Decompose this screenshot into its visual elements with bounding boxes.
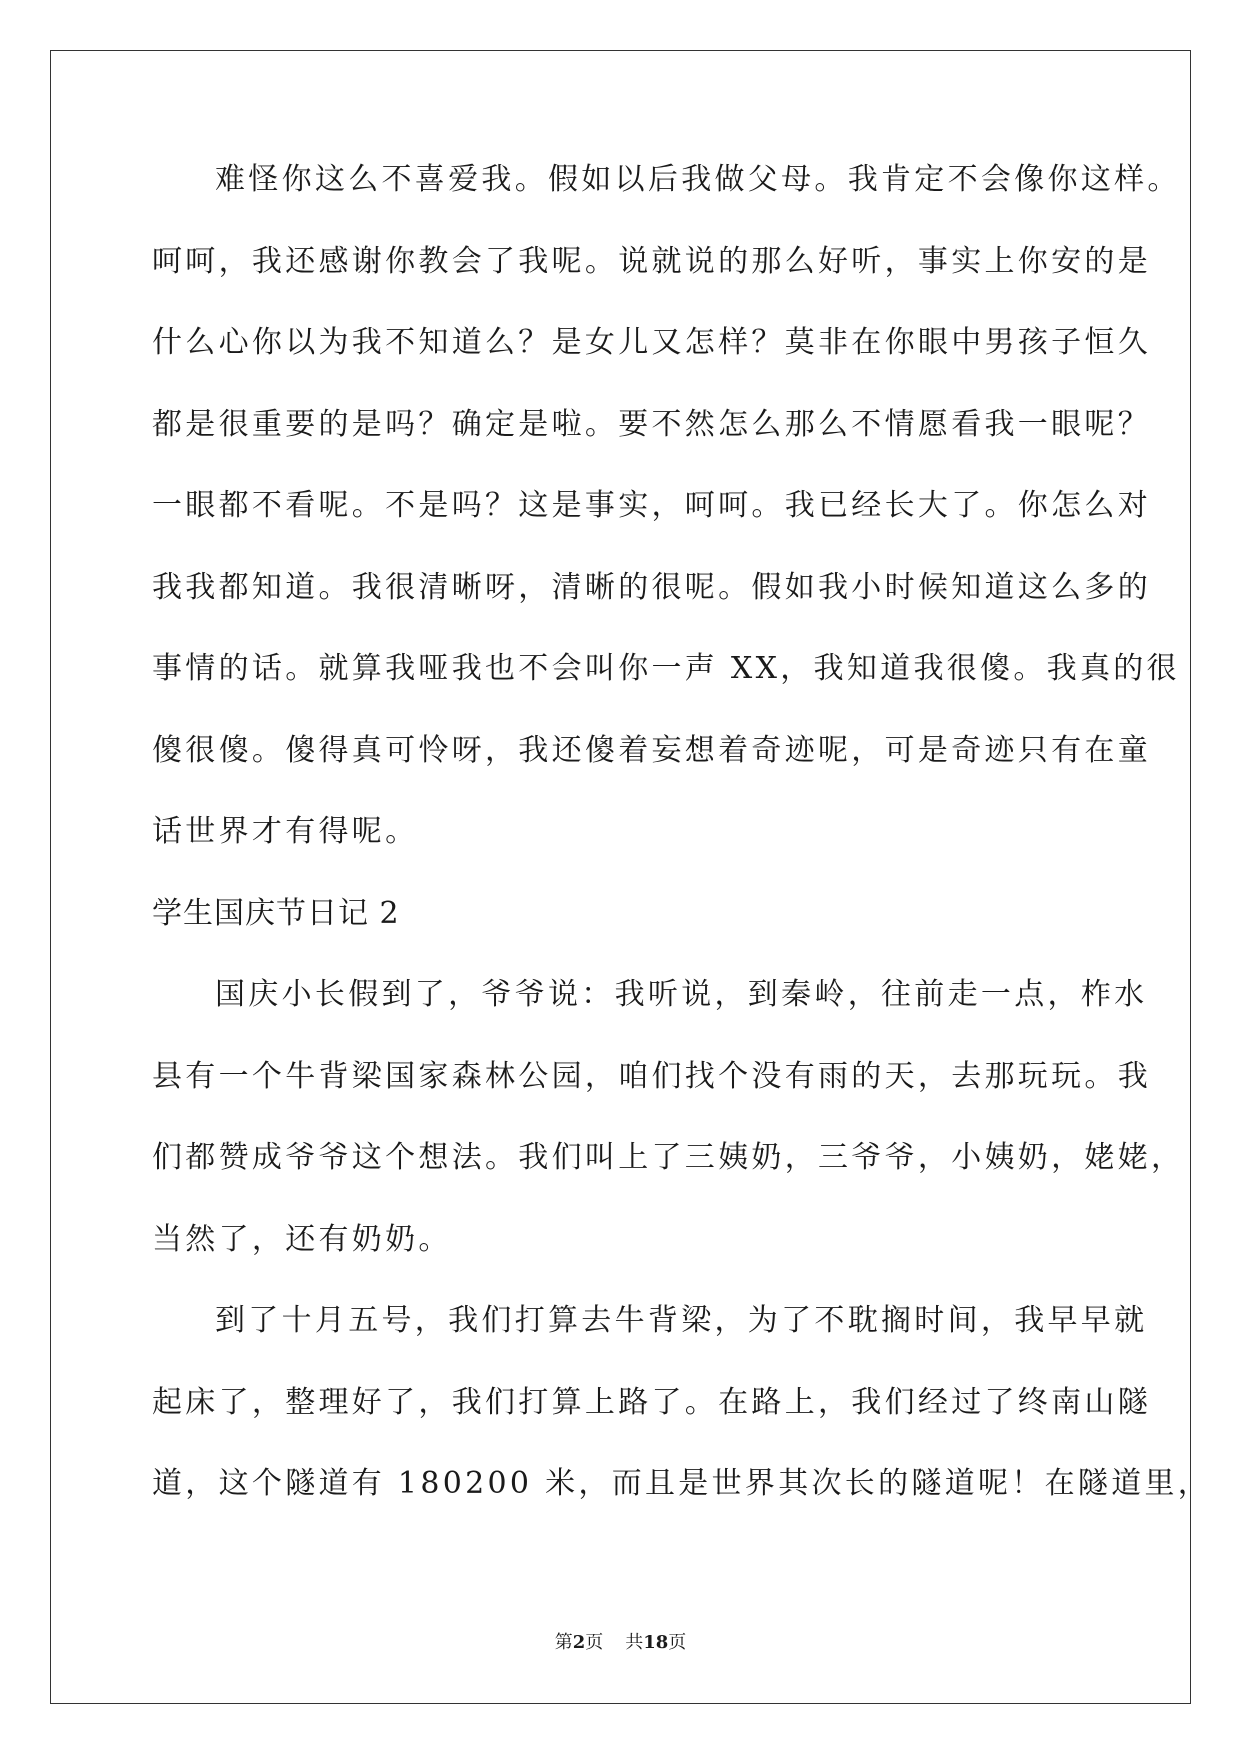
page-footer bbox=[0, 1628, 1241, 1654]
text-line: 县有一个牛背梁国家森林公园，咱们找个没有雨的天，去那玩玩。我 bbox=[152, 1058, 1151, 1094]
text-line: 一眼都不看呢。不是吗？这是事实，呵呵。我已经长大了。你怎么对 bbox=[152, 488, 1151, 523]
text-line: 呵呵，我还感谢你教会了我呢。说就说的那么好听，事实上你安的是 bbox=[152, 243, 1151, 279]
current-page-number: 2 bbox=[572, 1632, 586, 1653]
text-line: 我我都知道。我很清晰呀，清晰的很呢。假如我小时候知道这么多的 bbox=[152, 569, 1151, 605]
page-prefix: 第 bbox=[554, 1632, 573, 1653]
document-body bbox=[152, 160, 1212, 1546]
text-line: 话世界才有得呢。 bbox=[152, 814, 419, 849]
text-line: 事情的话。就算我哑我也不会叫你一声 XX，我知道我很傻。我真的很 bbox=[152, 651, 1180, 686]
text-line: 国庆小长假到了，爷爷说：我听说，到秦岭，往前走一点，柞水 bbox=[215, 977, 1148, 1012]
text-line: 都是很重要的是吗？确定是啦。要不然怎么那么不情愿看我一眼呢？ bbox=[152, 406, 1151, 442]
text-line: 难怪你这么不喜爱我。假如以后我做父母。我肯定不会像你这样。 bbox=[215, 162, 1181, 197]
section-title: 学生国庆节日记 2 bbox=[152, 895, 400, 931]
text-line: 什么心你以为我不知道么？是女儿又怎样？莫非在你眼中男孩子恒久 bbox=[152, 325, 1151, 360]
total-suffix: 页 bbox=[668, 1632, 687, 1653]
total-prefix: 共 bbox=[625, 1632, 644, 1653]
text-line: 到了十月五号，我们打算去牛背梁，为了不耽搁时间，我早早就 bbox=[215, 1303, 1148, 1338]
total-page-count: 18 bbox=[643, 1632, 669, 1653]
text-line: 傻很傻。傻得真可怜呀，我还傻着妄想着奇迹呢，可是奇迹只有在童 bbox=[152, 732, 1151, 768]
text-line: 道，这个隧道有 180200 米，而且是世界其次长的隧道呢！在隧道里， bbox=[152, 1466, 1212, 1501]
text-line: 起床了，整理好了，我们打算上路了。在路上，我们经过了终南山隧 bbox=[152, 1384, 1151, 1420]
text-line: 们都赞成爷爷这个想法。我们叫上了三姨奶，三爷爷，小姨奶，姥姥， bbox=[152, 1140, 1185, 1175]
text-line: 当然了，还有奶奶。 bbox=[152, 1221, 452, 1257]
page-suffix: 页 bbox=[585, 1632, 604, 1653]
